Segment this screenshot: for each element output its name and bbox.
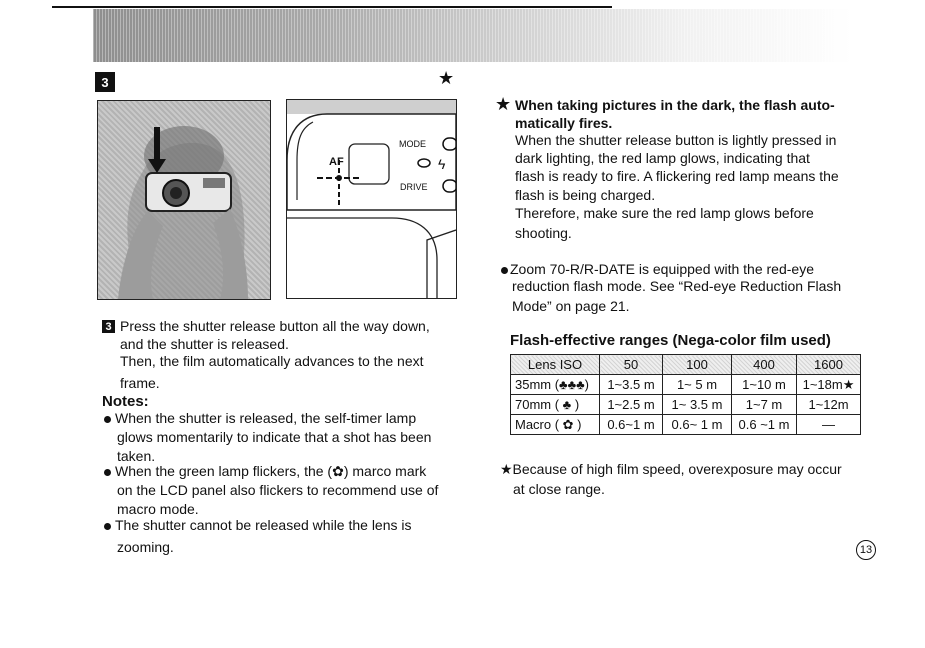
table-cell: 0.6 ~1 m xyxy=(732,415,797,435)
right-body-line-3: flash is ready to fire. A flickering red lamp means the xyxy=(515,168,839,184)
right-heading-line-2: matically fires. xyxy=(515,115,613,131)
table-row xyxy=(511,375,861,395)
right-bullet-line-3: Mode” on page 21. xyxy=(512,298,630,314)
step-number-badge: 3 xyxy=(95,72,115,92)
table-cell: — xyxy=(797,415,861,435)
note1-line-1: When the shutter is released, the self-timer lamp xyxy=(115,410,417,426)
step-line-3: Then, the film automatically advances to the next xyxy=(120,353,424,369)
step-line-2: and the shutter is released. xyxy=(120,336,289,352)
flash-icon: ϟ xyxy=(438,156,446,172)
star-mark: ★ xyxy=(438,68,455,88)
table-cell: 1~3.5 m xyxy=(600,375,663,395)
page-number: 13 xyxy=(856,540,876,560)
right-heading-line-1: When taking pictures in the dark, the flash auto- xyxy=(515,97,835,113)
table-cell: Macro ( ✿ ) xyxy=(511,415,600,435)
step-line-1: Press the shutter release button all the way down, xyxy=(120,318,430,334)
table-cell: 1~ 5 m xyxy=(663,375,732,395)
table-cell: 0.6~ 1 m xyxy=(663,415,732,435)
step-line-4: frame. xyxy=(120,375,160,391)
flash-range-table xyxy=(510,354,861,435)
table-row xyxy=(511,395,861,415)
right-body-line-4: flash is being charged. xyxy=(515,187,656,203)
header-cell: Lens ISO xyxy=(511,355,600,375)
lcd-panel-diagram xyxy=(286,99,457,299)
right-body-line-1: When the shutter release button is lightly pressed in xyxy=(515,132,837,148)
right-bullet-line-2: reduction flash mode. See “Red-eye Reduction Flash xyxy=(512,278,842,294)
table-cell: 1~2.5 m xyxy=(600,395,663,415)
table-cell: 1~12m xyxy=(797,395,861,415)
header-cell: 1600 xyxy=(797,355,861,375)
table-title: Flash-effective ranges (Nega-color film used) xyxy=(510,332,831,349)
right-body-line-2: dark lighting, the red lamp glows, indicating that xyxy=(515,150,810,166)
notes-heading: Notes: xyxy=(102,393,149,410)
drive-label: DRIVE xyxy=(400,182,428,192)
table-cell: 1~18m★ xyxy=(797,375,861,395)
right-body-line-5: Therefore, make sure the red lamp glows before xyxy=(515,205,814,221)
note2-line-1: When the green lamp flickers, the (✿) marco mark xyxy=(115,463,427,479)
right-body-line-6: shooting. xyxy=(515,225,572,241)
mode-label: MODE xyxy=(399,139,426,149)
table-cell: 35mm (♣♣♣) xyxy=(511,375,600,395)
note2-line-2: on the LCD panel also flickers to recommend use of xyxy=(117,482,439,498)
right-bullet xyxy=(501,267,508,274)
note-bullet xyxy=(104,416,111,423)
top-rule xyxy=(52,6,612,8)
footnote-line-2: at close range. xyxy=(513,481,605,497)
header-cell: 100 xyxy=(663,355,732,375)
footnote-line-1: ★Because of high film speed, overexposure may occur xyxy=(500,461,842,477)
note2-line-3: macro mode. xyxy=(117,501,199,517)
table-header-row xyxy=(511,355,861,375)
header-cell: 50 xyxy=(600,355,663,375)
note-bullet xyxy=(104,523,111,530)
table-cell: 1~ 3.5 m xyxy=(663,395,732,415)
header-cell: 400 xyxy=(732,355,797,375)
camera-photo-illustration xyxy=(97,100,271,300)
table-cell: 1~10 m xyxy=(732,375,797,395)
table-cell: 70mm ( ♣ ) xyxy=(511,395,600,415)
header-band xyxy=(93,9,853,62)
right-bullet-line-1: Zoom 70-R/R-DATE is equipped with the red-eye xyxy=(510,261,814,277)
note3-line-2: zooming. xyxy=(117,539,174,555)
step-three-badge: 3 xyxy=(102,320,115,333)
table-cell: 0.6~1 m xyxy=(600,415,663,435)
af-label: AF xyxy=(329,156,344,168)
table-row xyxy=(511,415,861,435)
note-bullet xyxy=(104,469,111,476)
note3-line-1: The shutter cannot be released while the lens is xyxy=(115,517,412,533)
note1-line-3: taken. xyxy=(117,448,156,464)
star-icon: ★ xyxy=(495,94,512,114)
table-cell: 1~7 m xyxy=(732,395,797,415)
note1-line-2: glows momentarily to indicate that a shot has been xyxy=(117,429,432,445)
